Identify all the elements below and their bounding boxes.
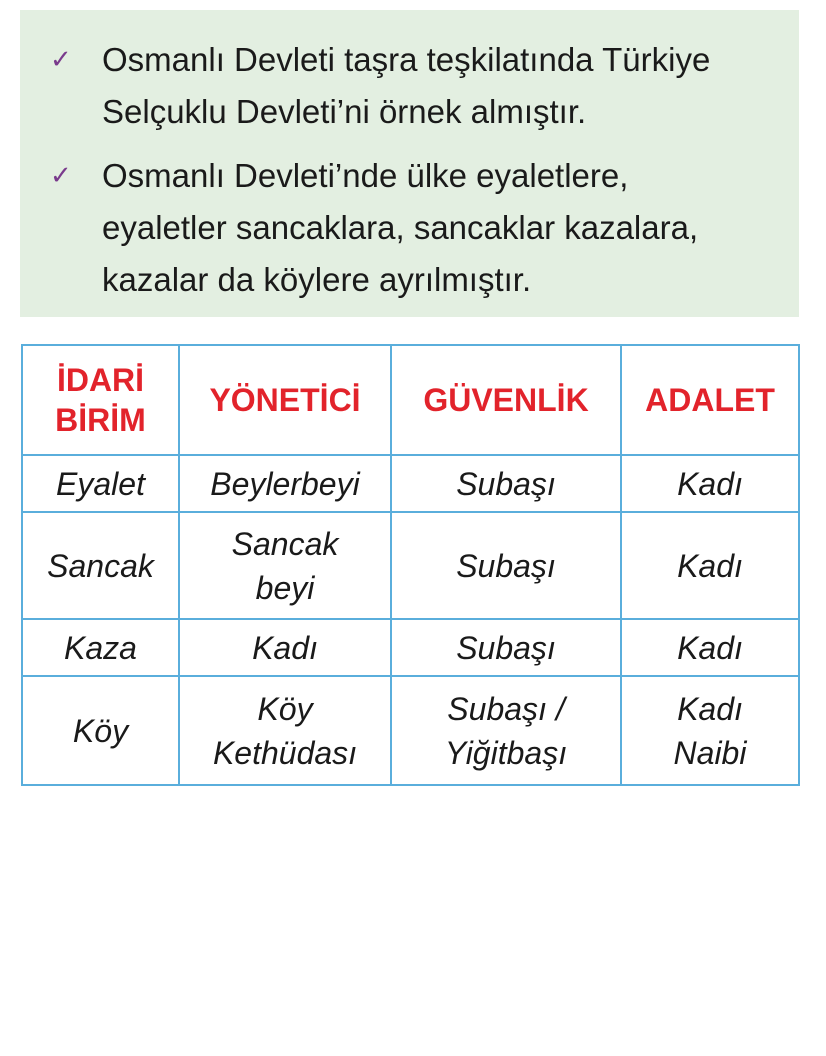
checkmark-icon: ✓ (50, 45, 72, 75)
header-guvenlik: GÜVENLİK (391, 345, 621, 455)
cell-guvenlik: Subaşı (391, 619, 621, 676)
note-line: kazalar da köylere ayrılmıştır. (102, 261, 532, 298)
cell-guvenlik: Subaşı (391, 512, 621, 619)
note-line: Osmanlı Devleti taşra teşkilatında Türkiye (102, 41, 711, 78)
table-header-row (22, 345, 799, 455)
cell-adalet: Kadı Naibi (621, 676, 799, 785)
note-item (50, 34, 779, 138)
cell-guvenlik: Subaşı / Yiğitbaşı (391, 676, 621, 785)
note-line: Osmanlı Devleti’nde ülke eyaletlere, (102, 157, 629, 194)
cell-yonetici: Kadı (179, 619, 391, 676)
header-yonetici: YÖNETİCİ (179, 345, 391, 455)
cell-adalet: Kadı (621, 619, 799, 676)
header-adalet: ADALET (621, 345, 799, 455)
table-row (22, 676, 799, 785)
cell-yonetici: Sancak beyi (179, 512, 391, 619)
table-row (22, 512, 799, 619)
cell-yonetici: Köy Kethüdası (179, 676, 391, 785)
cell-guvenlik: Subaşı (391, 455, 621, 512)
note-line: eyaletler sancaklara, sancaklar kazalara, (102, 209, 699, 246)
cell-adalet: Kadı (621, 512, 799, 619)
administration-table (21, 344, 800, 786)
note-line: Selçuklu Devleti’ni örnek almıştır. (102, 93, 587, 130)
table-row (22, 455, 799, 512)
header-idari-birim: İDARİ BİRİM (22, 345, 179, 455)
cell-yonetici: Beylerbeyi (179, 455, 391, 512)
cell-birim: Sancak (22, 512, 179, 619)
cell-birim: Kaza (22, 619, 179, 676)
table-row (22, 619, 799, 676)
cell-birim: Köy (22, 676, 179, 785)
cell-birim: Eyalet (22, 455, 179, 512)
cell-adalet: Kadı (621, 455, 799, 512)
note-item (50, 150, 779, 306)
info-note-box (20, 10, 799, 317)
checkmark-icon: ✓ (50, 161, 72, 191)
